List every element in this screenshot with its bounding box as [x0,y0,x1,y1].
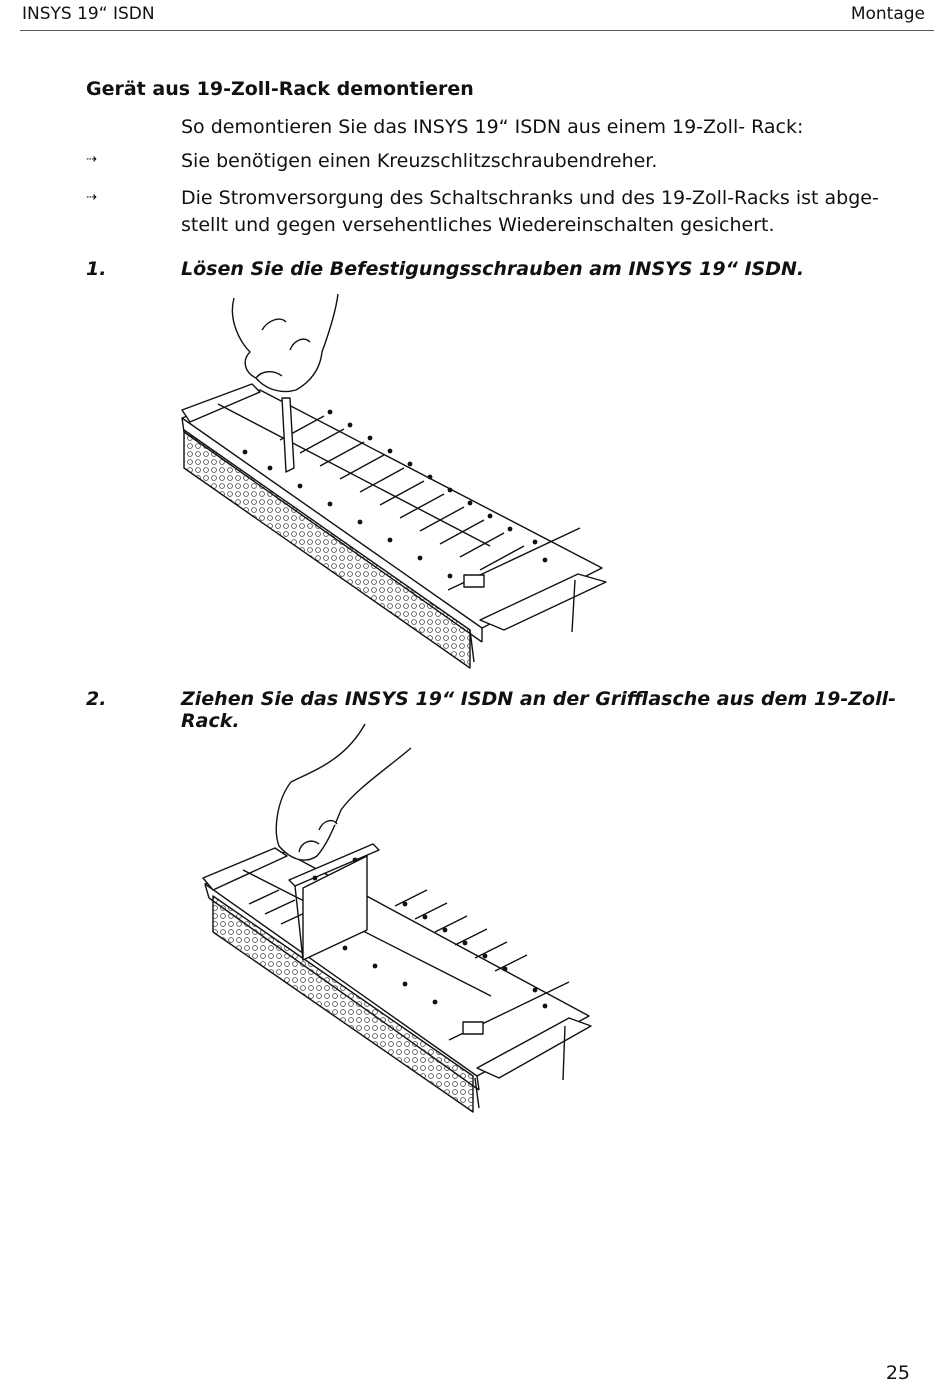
header-product: INSYS 19“ ISDN [22,4,155,24]
header-rule [20,30,934,31]
prerequisite-arrow-icon: ⇢ [86,152,96,167]
step-2-number: 2. [86,688,107,710]
step-2-text: Ziehen Sie das INSYS 19“ ISDN an der Grifflasche aus dem 19-Zoll-Rack. [181,688,897,732]
illustration-pull-device-out [195,720,605,1115]
step-1-text: Lösen Sie die Befestigungsschrauben am INSYS 19“ ISDN. [181,258,805,280]
prerequisite-1 [181,148,881,175]
illustration-unscrew-screws [170,290,620,675]
prerequisite-2 [181,185,881,239]
prerequisite-2-line-1: Die Stromversorgung des Schaltschranks und des 19-Zoll-Racks ist abge- [181,187,879,209]
intro-text: So demontieren Sie das INSYS 19“ ISDN aus einem 19-Zoll- Rack: [181,116,804,138]
prerequisite-arrow-icon: ⇢ [86,190,96,205]
step-1-number: 1. [86,258,107,280]
prerequisite-2-line-2: stellt und gegen versehentliches Wiedereinschalten gesichert. [181,214,775,236]
page-number: 25 [885,1362,910,1384]
prerequisite-1-line: Sie benötigen einen Kreuzschlitzschraubendreher. [181,150,658,172]
header-chapter: Montage [850,4,925,24]
section-title: Gerät aus 19-Zoll-Rack demontieren [86,78,474,100]
